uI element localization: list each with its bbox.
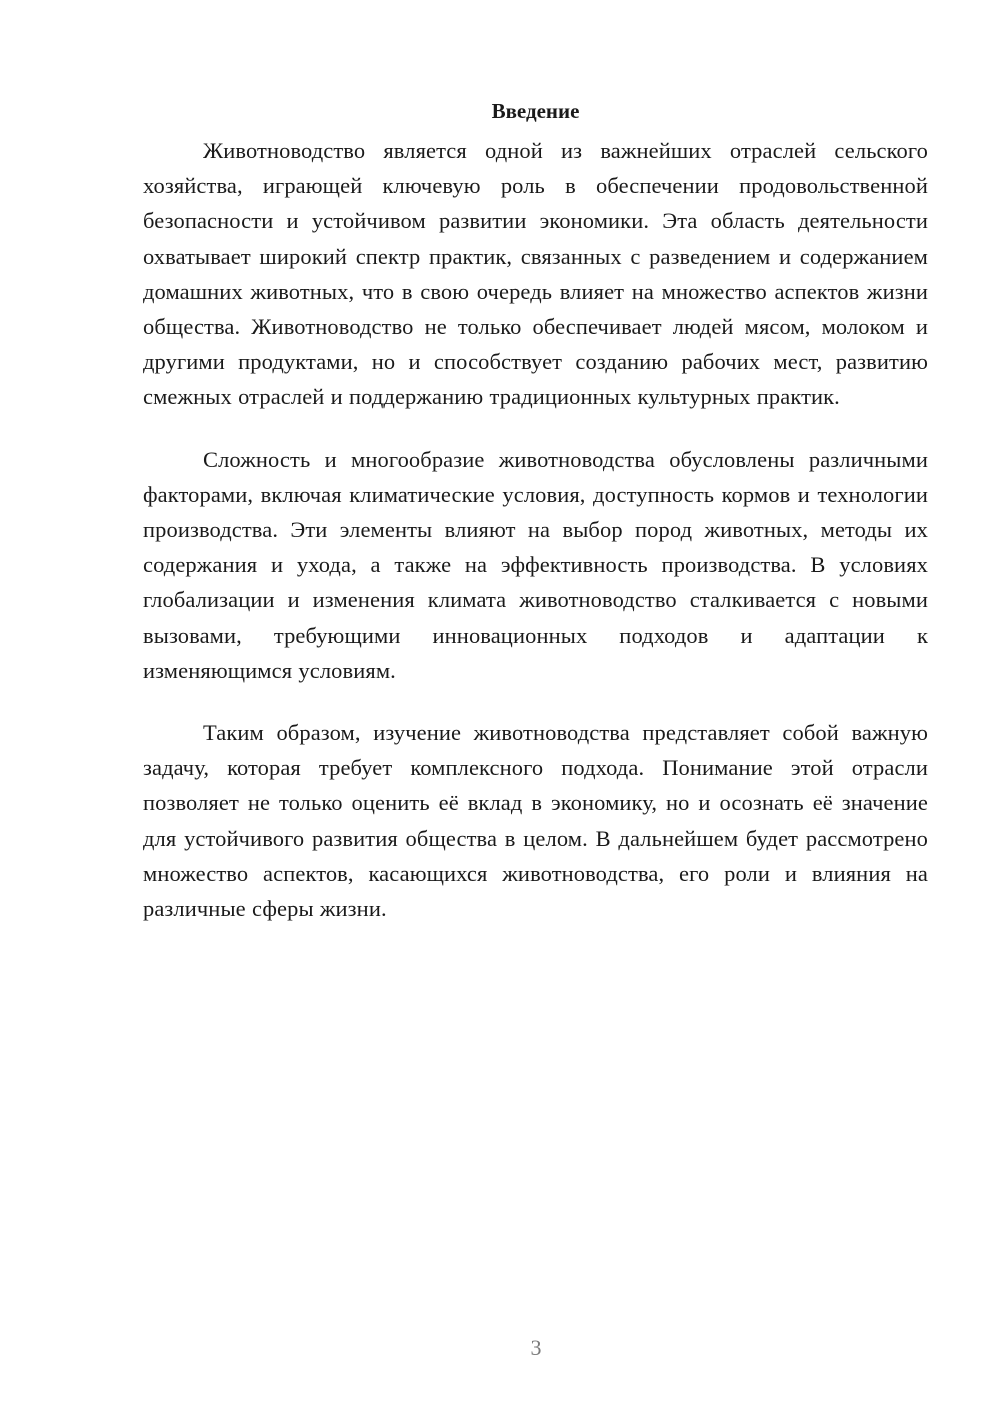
paragraph-1: Животноводство является одной из важнейших отраслей сельского хозяйства, играющей ключевую роль в обеспечении продовольственной безопасности и устойчивом развитии экономики. Эта область деятельности охватывает широкий спектр практик, связанных с разведением и содержанием домашних животных, что в свою очередь влияет на множество аспектов жизни общества. Животноводство не только обеспечивает людей мясом, молоком и другими продуктами, но и способствует созданию рабочих мест, развитию смежных отраслей и поддержанию традиционных культурных практик. xyxy=(143,138,928,410)
page-number: 3 xyxy=(530,1335,542,1360)
document-body xyxy=(143,97,928,953)
paragraph-3: Таким образом, изучение животноводства представляет собой важную задачу, которая требует комплексного подхода. Понимание этой отрасли позволяет не только оценить её вклад в экономику, но и осознать её значение для устойчивого развития общества в целом. В дальнейшем будет рассмотрено множество аспектов, касающихся животноводства, его роли и влияния на различные сферы жизни. xyxy=(143,720,928,922)
paragraph-2: Сложность и многообразие животноводства обусловлены различными факторами, включая климатические условия, доступность кормов и технологии производства. Эти элементы влияют на выбор пород животных, методы их содержания и ухода, а также на эффективность производства. В условиях глобализации и изменения климата животноводство сталкивается с новыми вызовами, требующими инновационных подходов и адаптации к изменяющимся условиям. xyxy=(143,446,928,683)
section-title: Введение xyxy=(491,99,580,123)
